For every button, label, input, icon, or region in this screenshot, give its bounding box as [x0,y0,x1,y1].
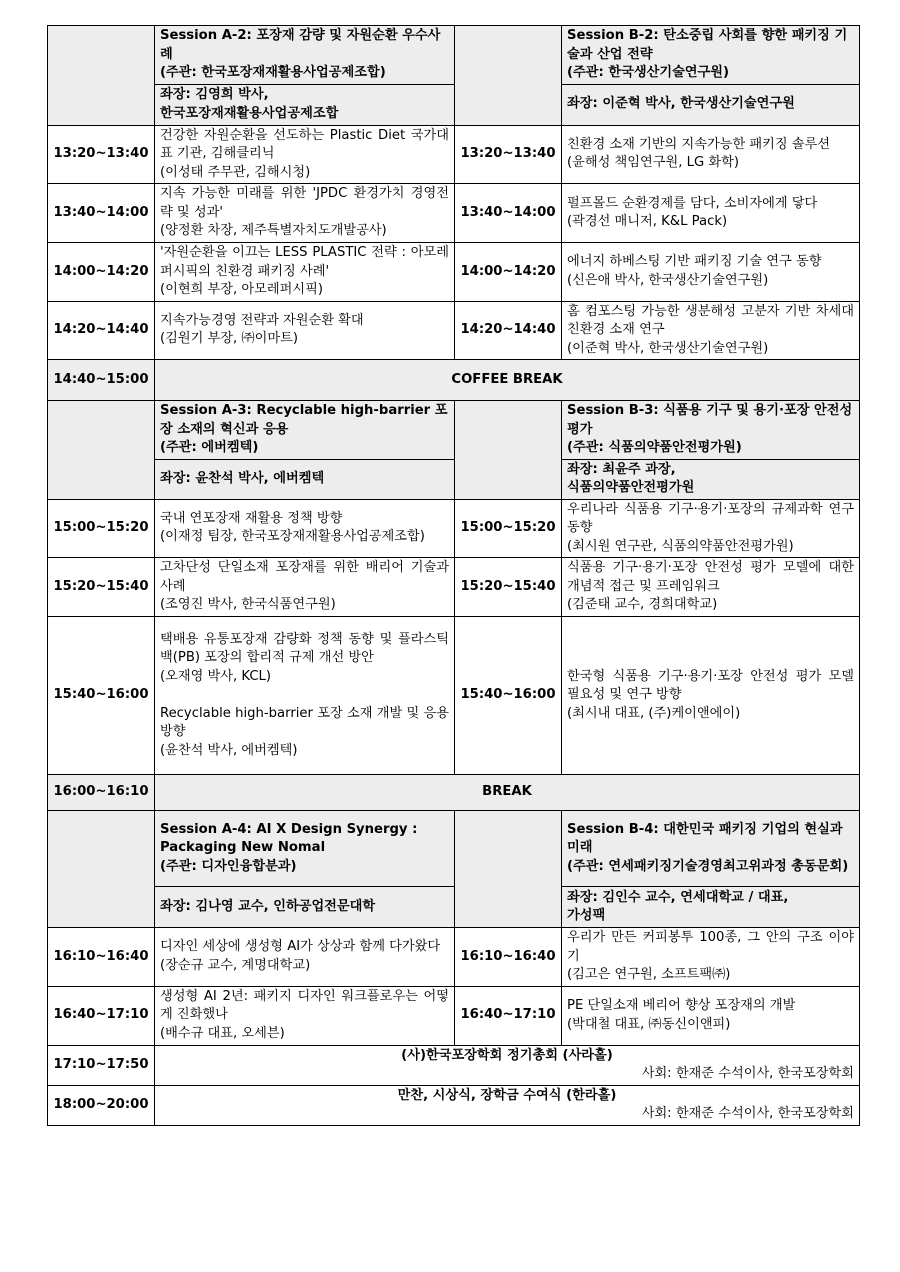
session-a2-chair: 좌장: 김영희 박사, 한국포장재재활용사업공제조합 [155,84,455,125]
time-cell-empty [48,401,155,500]
dinner-cell [155,1085,860,1125]
time-slot: 13:20~13:40 [48,125,155,184]
general-meeting-host: 사회: 한재준 수석이사, 한국포장학회 [641,1066,854,1081]
time-slot: 16:40~17:10 [48,986,155,1045]
time-cell-empty [455,811,562,928]
general-meeting-title: (사)한국포장학회 정기총회 (사라홀) [401,1047,613,1063]
talk-b: 우리나라 식품용 기구·용기·포장의 규제과학 연구 동향 (최시원 연구관, 식품의약품안전평가원) [562,499,860,558]
time-slot: 15:40~16:00 [48,617,155,775]
talk-a: 디자인 세상에 생성형 AI가 상상과 함께 다가왔다 (장순규 교수, 계명대학교) [155,928,455,987]
session-b3-chair: 좌장: 최윤주 과장, 식품의약품안전평가원 [562,459,860,499]
talk-a: 고차단성 단일소재 포장재를 위한 배리어 기술과 사례 (조영진 박사, 한국식품연구원) [155,558,455,617]
time-slot: 15:00~15:20 [455,499,562,558]
program-table [47,25,860,1126]
break-label: BREAK [155,775,860,811]
talk-b: 식품용 기구·용기·포장 안전성 평가 모델에 대한 개념적 접근 및 프레임워크 (김준태 교수, 경희대학교) [562,558,860,617]
session-a4-header: Session A-4: AI X Design Synergy : Packaging New Nomal (주관: 디자인융합분과) [155,811,455,887]
session-b4-header: Session B-4: 대한민국 패키징 기업의 현실과 미래 (주관: 연세패키징기술경영최고위과정 총동문회) [562,811,860,887]
time-slot: 14:00~14:20 [48,243,155,302]
dinner-time: 18:00~20:00 [48,1085,155,1125]
time-cell-empty [455,401,562,500]
time-slot: 14:00~14:20 [455,243,562,302]
session-a2-header: Session A-2: 포장재 감량 및 자원순환 우수사례 (주관: 한국포장재재활용사업공제조합) [155,26,455,85]
session-a4-chair: 좌장: 김나영 교수, 인하공업전문대학 [155,887,455,928]
talk-b: 친환경 소재 기반의 지속가능한 패키징 솔루션 (윤해성 책임연구원, LG 화학) [562,125,860,184]
talk-b: 에너지 하베스팅 기반 패키징 기술 연구 동향 (신은애 박사, 한국생산기술연구원) [562,243,860,302]
time-slot: 15:20~15:40 [48,558,155,617]
dinner-host: 사회: 한재준 수석이사, 한국포장학회 [641,1106,854,1121]
time-cell-empty [48,811,155,928]
time-slot: 15:20~15:40 [455,558,562,617]
time-slot: 16:40~17:10 [455,986,562,1045]
talk-b: PE 단일소재 베리어 향상 포장재의 개발 (박대철 대표, ㈜동신이앤피) [562,986,860,1045]
general-meeting-cell [155,1045,860,1085]
talk-a: 건강한 자원순환을 선도하는 Plastic Diet 국가대표 기관, 김해클리닉 (이성태 주무관, 김해시청) [155,125,455,184]
coffee-break-label: COFFEE BREAK [155,360,860,401]
time-slot: 16:10~16:40 [48,928,155,987]
general-meeting-time: 17:10~17:50 [48,1045,155,1085]
time-slot: 16:10~16:40 [455,928,562,987]
time-slot: 13:40~14:00 [455,184,562,243]
time-slot: 15:00~15:20 [48,499,155,558]
talk-b: 우리가 만든 커피봉투 100종, 그 안의 구조 이야기 (김고은 연구원, 소프트팩㈜) [562,928,860,987]
time-slot: 13:40~14:00 [48,184,155,243]
session-b2-chair: 좌장: 이준혁 박사, 한국생산기술연구원 [562,84,860,125]
time-slot: 13:20~13:40 [455,125,562,184]
talk-a: '자원순환을 이끄는 LESS PLASTIC 전략 : 아모레퍼시픽의 친환경 패키징 사례' (이현희 부장, 아모레퍼시픽) [155,243,455,302]
break-time: 16:00~16:10 [48,775,155,811]
time-slot: 14:20~14:40 [48,301,155,360]
time-cell-empty [48,26,155,126]
talk-a: 택배용 유통포장재 감량화 정책 동향 및 플라스틱백(PB) 포장의 합리적 규제 개선 방안 (오재영 박사, KCL) Recyclable high-barrier 포장 소재 개발 및 응용 방향 (윤찬석 박사, 에버켐텍) [155,617,455,775]
session-a3-header: Session A-3: Recyclable high-barrier 포장 소재의 혁신과 응용 (주관: 에버켐텍) [155,401,455,460]
talk-a: 지속 가능한 미래를 위한 'JPDC 환경가치 경영전략 및 성과' (양정환 차장, 제주특별자치도개발공사) [155,184,455,243]
talk-b: 홈 컴포스팅 가능한 생분해성 고분자 기반 차세대 친환경 소재 연구 (이준혁 박사, 한국생산기술연구원) [562,301,860,360]
coffee-break-time: 14:40~15:00 [48,360,155,401]
session-a3-chair: 좌장: 윤찬석 박사, 에버켐텍 [155,459,455,499]
time-slot: 15:40~16:00 [455,617,562,775]
talk-a: 국내 연포장재 재활용 정책 방향 (이재정 팀장, 한국포장재재활용사업공제조합) [155,499,455,558]
talk-a: 지속가능경영 전략과 자원순환 확대 (김원기 부장, ㈜이마트) [155,301,455,360]
talk-b: 펄프몰드 순환경제를 담다, 소비자에게 닿다 (곽경선 매니저, K&L Pack) [562,184,860,243]
talk-b: 한국형 식품용 기구·용기·포장 안전성 평가 모델 필요성 및 연구 방향 (최시내 대표, (주)케이앤에이) [562,617,860,775]
talk-a: 생성형 AI 2년: 패키지 디자인 워크플로우는 어떻게 진화했나 (배수규 대표, 오세븐) [155,986,455,1045]
session-b3-header: Session B-3: 식품용 기구 및 용기·포장 안전성 평가 (주관: 식품의약품안전평가원) [562,401,860,460]
session-b2-header: Session B-2: 탄소중립 사회를 향한 패키징 기술과 산업 전략 (주관: 한국생산기술연구원) [562,26,860,85]
time-cell-empty [455,26,562,126]
time-slot: 14:20~14:40 [455,301,562,360]
session-b4-chair: 좌장: 김인수 교수, 연세대학교 / 대표, 가성팩 [562,887,860,928]
dinner-title: 만찬, 시상식, 장학금 수여식 (한라홀) [397,1087,617,1103]
